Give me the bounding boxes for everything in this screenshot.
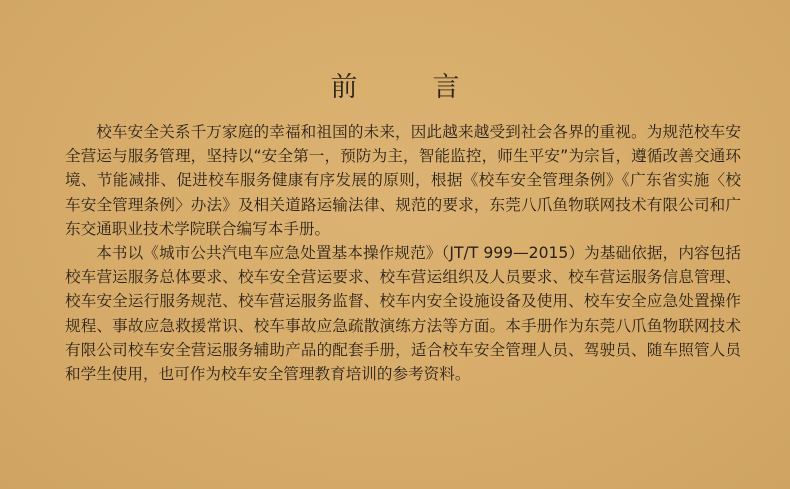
body-text — [65, 120, 741, 386]
paragraph-2: 本书以《城市公共汽电车应急处置基本操作规范》（JT/T 999—2015）为基础依据，内容包括校车营运服务总体要求、校车安全营运要求、校车营运组织及人员要求、校车营运服务信息管理、校车安全运行服务规范、校车营运服务监督、校车内安全设施设备及使用、校车安全应急处置操作规程、事故应急救援常识、校车事故应急疏散演练方法等方面。本手册作为东莞八爪鱼物联网技术有限公司校车安全营运服务辅助产品的配套手册，适合校车安全管理人员、驾驶员、随车照管人员和学生使用，也可作为校车安全管理教育培训的参考资料。 — [65, 244, 741, 384]
page-title: 前 言 — [330, 72, 484, 103]
paragraph-1: 校车安全关系千万家庭的幸福和祖国的未来，因此越来越受到社会各界的重视。为规范校车安全营运与服务管理，坚持以“安全第一，预防为主，智能监控，师生平安”为宗旨，遵循改善交通环境、节能减排、促进校车服务健康有序发展的原则，根据《校车安全管理条例》《广东省实施〈校车安全管理条例〉办法》及相关道路运输法律、规范的要求，东莞八爪鱼物联网技术有限公司和广东交通职业技术学院联合编写本手册。 — [65, 123, 741, 238]
